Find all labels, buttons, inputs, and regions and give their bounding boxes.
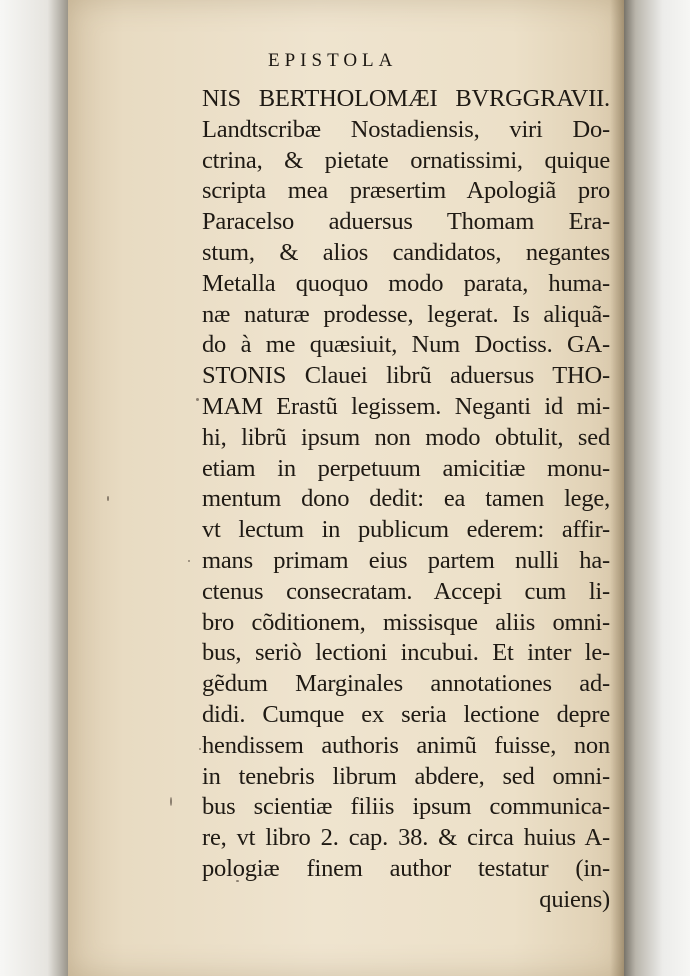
text-line-21: didi. Cumque ex seria lectione depre [202, 700, 610, 728]
text-line-10: STONIS Clauei librũ aduersus THO- [202, 362, 610, 390]
text-line-1: NIS BERTHOLOMÆI BVRGGRAVII. [202, 85, 610, 112]
text-line-13: etiam in perpetuum amicitiæ monu- [202, 454, 610, 482]
text-line-12: hi, librũ ipsum non modo obtulit, sed [202, 423, 610, 451]
scan-background-left [0, 0, 68, 976]
text-line-19: bus, seriò lectioni incubui. Et inter le- [202, 639, 610, 667]
text-line-26: pologiæ finem author testatur (in- [202, 854, 610, 882]
text-line-17: ctenus consecratam. Accepi cum li- [202, 577, 610, 605]
text-line-27: quiens) [539, 885, 610, 913]
text-line-16: mans primam eius partem nulli ha- [202, 546, 610, 574]
running-header: EPISTOLA [268, 50, 398, 71]
scan-background-right [622, 0, 690, 976]
text-line-5: Paracelso aduersus Thomam Era- [202, 208, 610, 236]
text-line-15: vt lectum in publicum ederem: affir- [202, 516, 610, 544]
text-line-25: re, vt libro 2. cap. 38. & circa huius A- [202, 824, 610, 852]
text-line-8: næ naturæ prodesse, legerat. Is aliquã- [202, 300, 610, 328]
text-line-18: bro cõditionem, missisque aliis omni- [202, 608, 610, 636]
text-line-7: Metalla quoquo modo parata, huma- [202, 269, 610, 297]
body-text [202, 84, 610, 916]
text-line-9: do à me quæsiuit, Num Doctiss. GA- [202, 331, 610, 359]
page-gutter-shadow [610, 0, 624, 976]
text-line-22: hendissem authoris animũ fuisse, non [202, 731, 610, 759]
text-line-4: scripta mea præsertim Apologiã pro [202, 177, 610, 205]
text-line-20: gẽdum Marginales annotationes ad- [202, 670, 610, 698]
text-line-2: Landtscribæ Nostadiensis, viri Do- [202, 115, 610, 143]
text-line-14: mentum dono dedit: ea tamen lege, [202, 485, 610, 513]
text-line-23: in tenebris librum abdere, sed omni- [202, 762, 610, 790]
text-line-3: ctrina, & pietate ornatissimi, quique [202, 146, 610, 174]
text-line-24: bus scientiæ filiis ipsum communica- [202, 793, 610, 821]
text-line-6: stum, & alios candidatos, negantes [202, 238, 610, 266]
text-line-11: MAM Erastũ legissem. Neganti id mi- [202, 392, 610, 420]
